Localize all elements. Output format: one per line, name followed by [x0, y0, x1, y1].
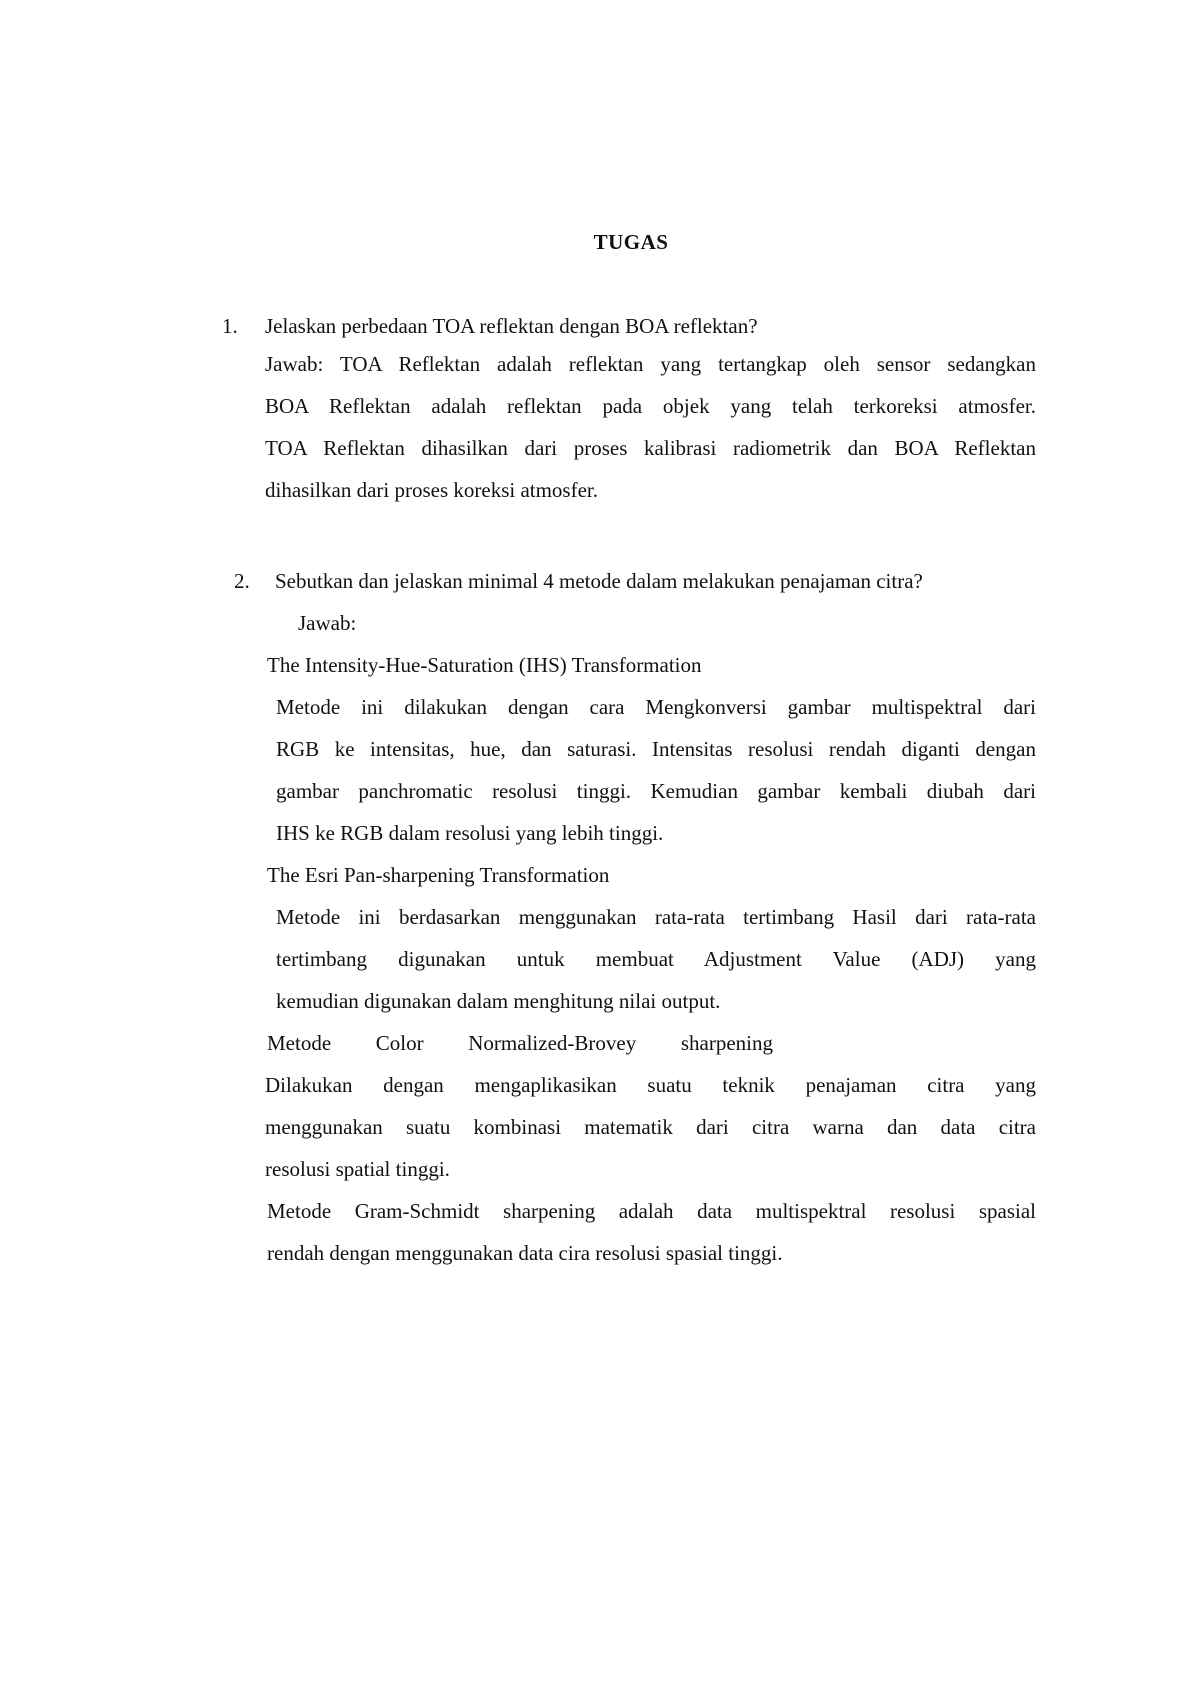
question-2-number: 2.	[234, 569, 250, 593]
method-3-line: Dilakukan dengan mengaplikasikan suatu teknik penajaman citra yang	[265, 1073, 1036, 1097]
method-2-heading: The Esri Pan-sharpening Transformation	[267, 863, 610, 887]
method-1-heading: The Intensity-Hue-Saturation (IHS) Transformation	[267, 653, 702, 677]
method-2-line: kemudian digunakan dalam menghitung nilai output.	[276, 989, 721, 1013]
question-1-text: Jelaskan perbedaan TOA reflektan dengan BOA reflektan?	[265, 314, 758, 338]
method-2-line: Metode ini berdasarkan menggunakan rata-rata tertimbang Hasil dari rata-rata	[276, 905, 1036, 929]
question-2-answer-label: Jawab:	[298, 611, 357, 635]
method-4-line: rendah dengan menggunakan data cira resolusi spasial tinggi.	[267, 1241, 783, 1265]
method-1-line: RGB ke intensitas, hue, dan saturasi. Intensitas resolusi rendah diganti dengan	[276, 737, 1036, 761]
method-3-heading: Metode Color Normalized-Brovey sharpening	[267, 1031, 773, 1055]
method-4-line: Metode Gram-Schmidt sharpening adalah data multispektral resolusi spasial	[267, 1199, 1036, 1223]
question-1-answer-line: Jawab: TOA Reflektan adalah reflektan yang tertangkap oleh sensor sedangkan	[265, 352, 1036, 376]
method-3-line: resolusi spatial tinggi.	[265, 1157, 450, 1181]
method-1-line: Metode ini dilakukan dengan cara Mengkonversi gambar multispektral dari	[276, 695, 1036, 719]
method-1-line: IHS ke RGB dalam resolusi yang lebih tinggi.	[276, 821, 664, 845]
question-1-number: 1.	[222, 314, 238, 338]
method-3-line: menggunakan suatu kombinasi matematik dari citra warna dan data citra	[265, 1115, 1036, 1139]
question-1-answer-line: TOA Reflektan dihasilkan dari proses kalibrasi radiometrik dan BOA Reflektan	[265, 436, 1036, 460]
method-1-line: gambar panchromatic resolusi tinggi. Kemudian gambar kembali diubah dari	[276, 779, 1036, 803]
question-1-answer-line: dihasilkan dari proses koreksi atmosfer.	[265, 478, 599, 502]
question-1-answer-line: BOA Reflektan adalah reflektan pada objek yang telah terkoreksi atmosfer.	[265, 394, 1036, 418]
method-2-line: tertimbang digunakan untuk membuat Adjustment Value (ADJ) yang	[276, 947, 1036, 971]
question-2-text: Sebutkan dan jelaskan minimal 4 metode dalam melakukan penajaman citra?	[275, 569, 923, 593]
page-title: TUGAS	[593, 230, 669, 254]
